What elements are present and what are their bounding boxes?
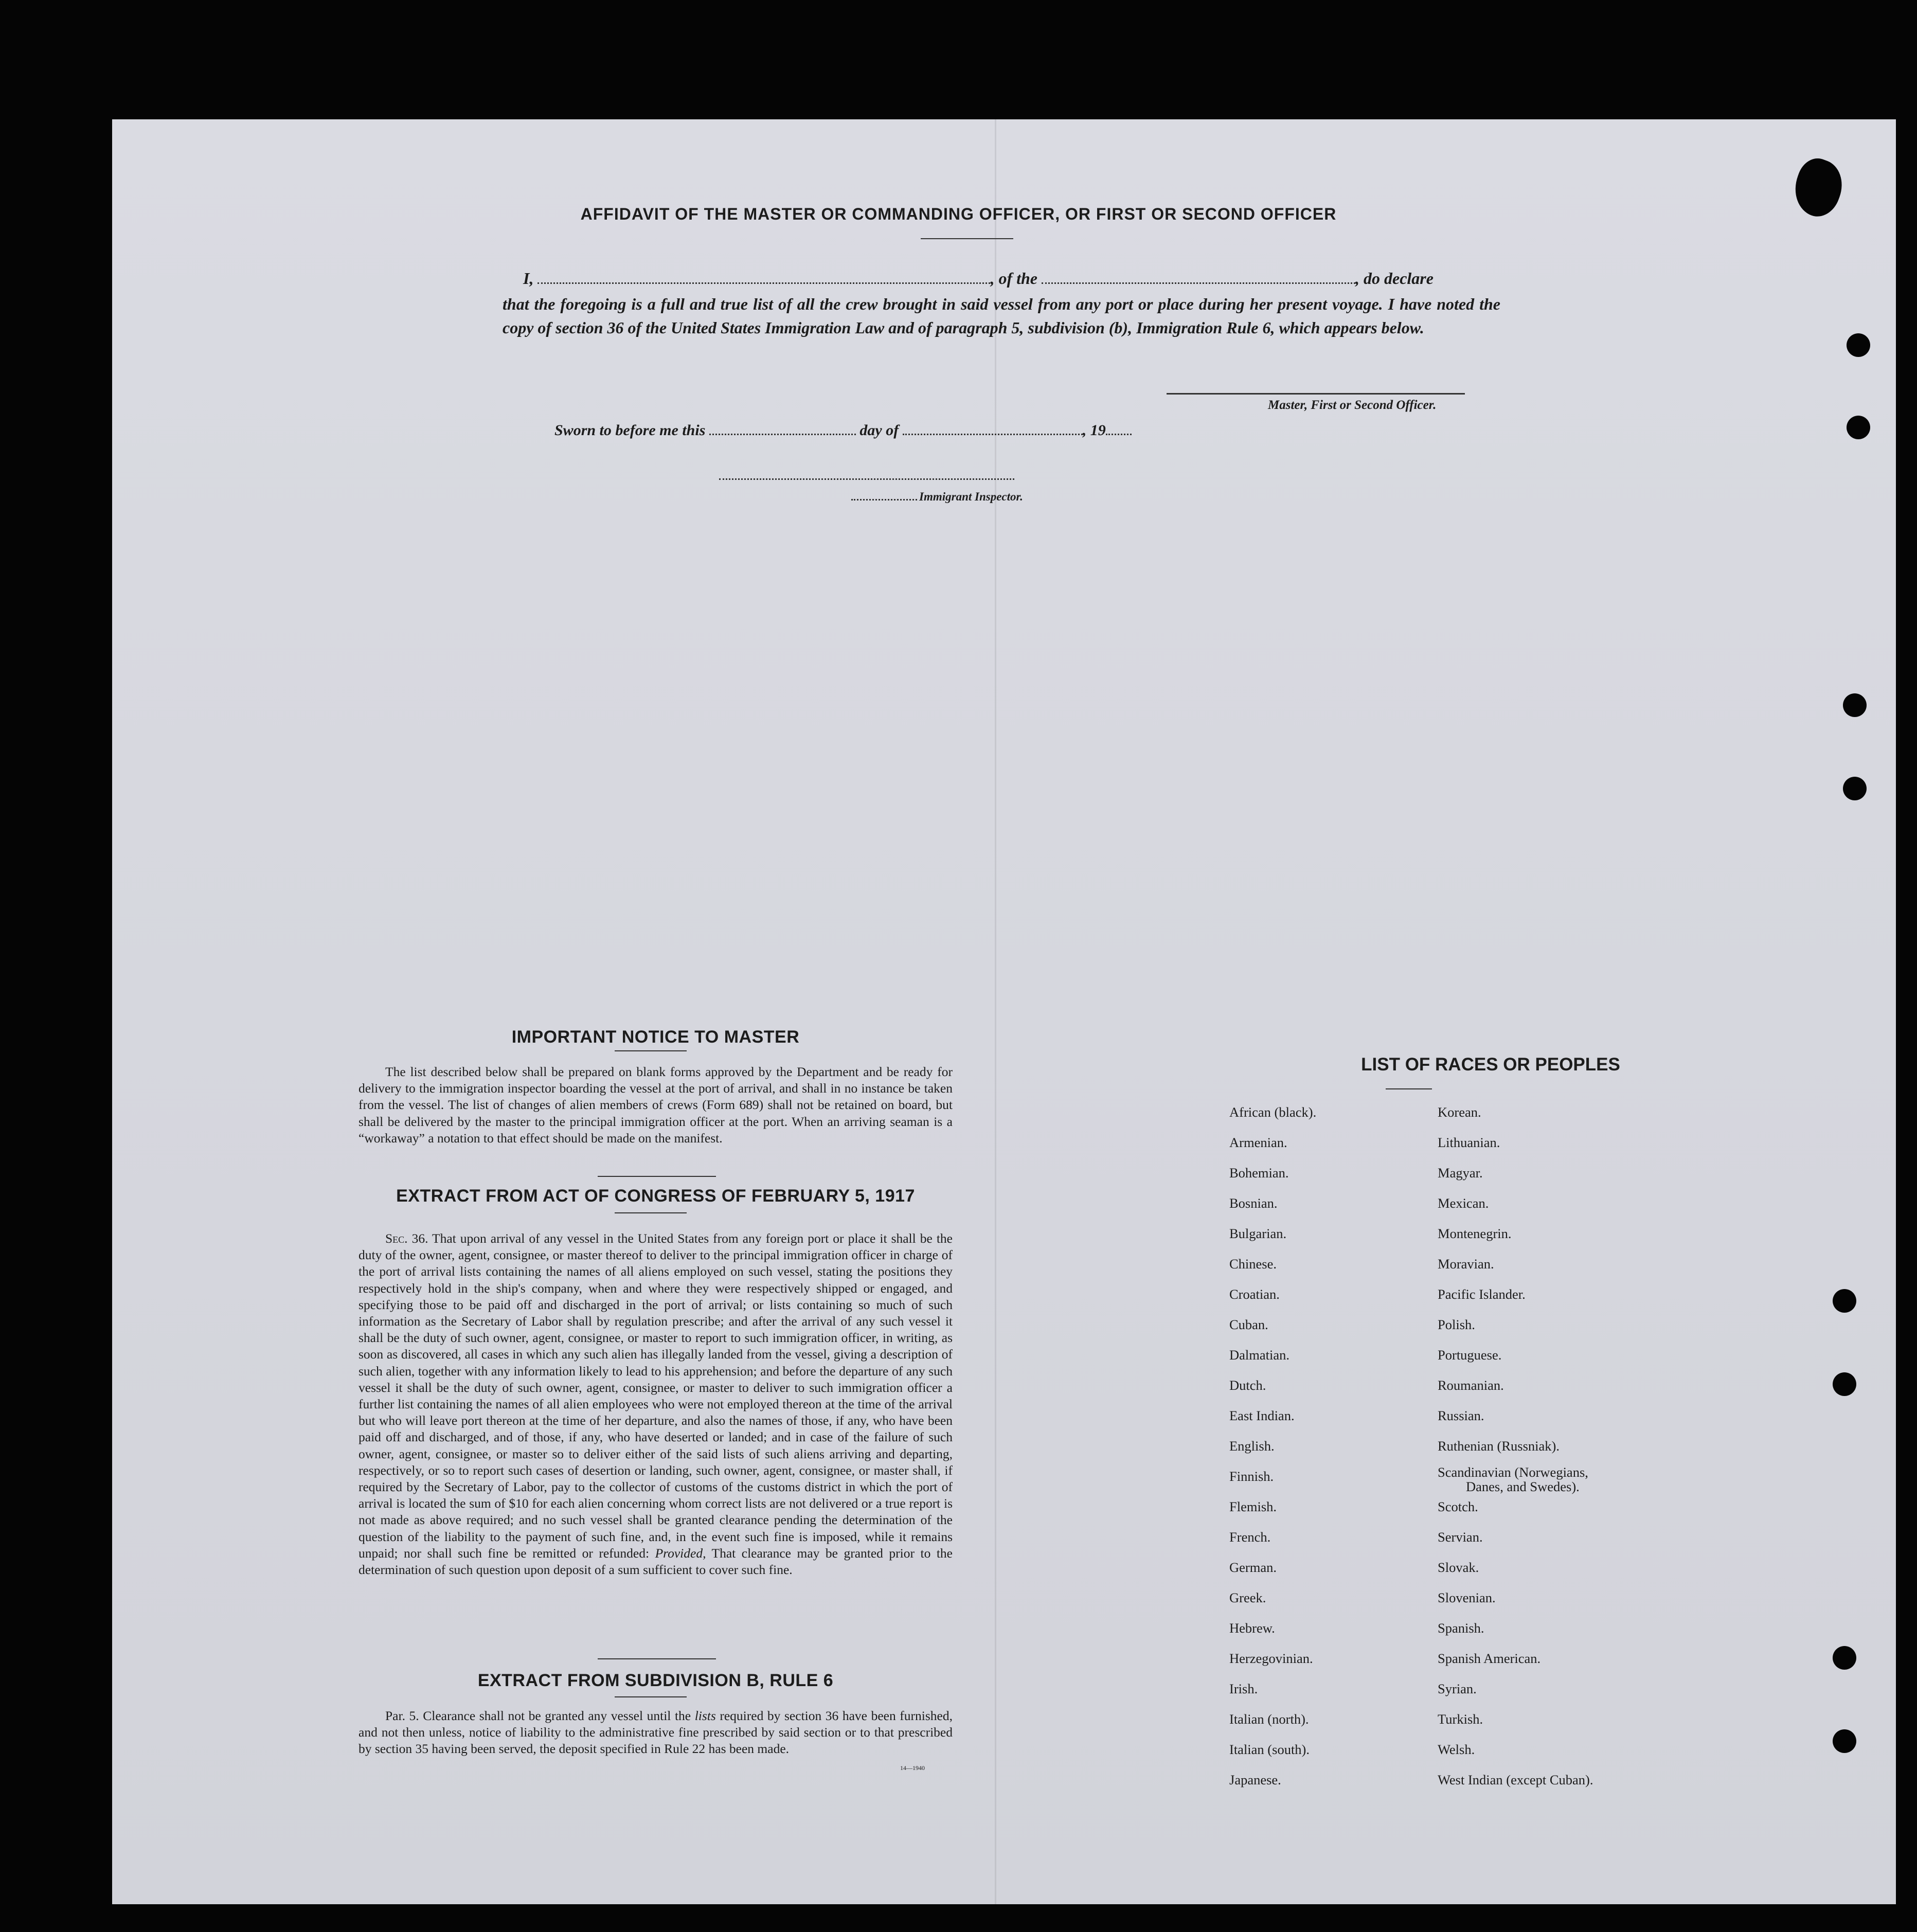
sworn-prefix: Sworn to before me this — [554, 422, 706, 439]
rule-text — [359, 1708, 953, 1758]
race-item: Croatian. — [1229, 1286, 1280, 1302]
race-item: Lithuanian. — [1438, 1135, 1500, 1150]
race-item: Hebrew. — [1229, 1620, 1275, 1636]
act-title-rule — [615, 1212, 687, 1213]
race-item: Finnish. — [1229, 1469, 1274, 1484]
rule-lists: lists — [694, 1708, 716, 1723]
title-rule — [921, 238, 1013, 239]
rule-text-a: Par. 5. Clearance shall not be granted any vessel until the — [385, 1708, 691, 1723]
act-rule — [598, 1658, 716, 1659]
race-item: Moravian. — [1438, 1256, 1494, 1272]
race-item: Portuguese. — [1438, 1347, 1502, 1363]
act-provided: Provided, — [655, 1545, 706, 1561]
act-body-end: That clearance may be granted prior to the determination of such question upon deposit of a sum sufficient to cover such fine. — [359, 1545, 953, 1578]
act-text — [359, 1230, 953, 1578]
punch-hole — [1843, 693, 1867, 717]
sworn-day-of: day of — [859, 422, 899, 439]
race-item: Mexican. — [1438, 1195, 1489, 1211]
races-title-rule — [1386, 1088, 1432, 1089]
act-sec-label: Sec. 36. — [385, 1231, 428, 1246]
sworn-year-field[interactable] — [1106, 434, 1132, 435]
affidavit-statement: that the foregoing is a full and true list of all the crew brought in said vessel from any port or place during her present voyage. I have noted the copy of section 36 of the United States Immigration Law and of paragraph 5, subdivision (b), Immigration Rule 6, which appears below. — [503, 295, 1500, 337]
vessel-name-field[interactable] — [1042, 282, 1355, 284]
race-item: English. — [1229, 1438, 1275, 1454]
document-sheet — [112, 119, 1896, 1904]
inspector-label: Immigrant Inspector. — [919, 490, 1023, 503]
rule-title-rule — [615, 1696, 687, 1697]
race-item: Ruthenian (Russniak). — [1438, 1438, 1560, 1454]
race-item: Montenegrin. — [1438, 1226, 1512, 1241]
act-title: EXTRACT FROM ACT OF CONGRESS OF FEBRUARY 5, 1917 — [396, 1186, 915, 1206]
race-item: Bohemian. — [1229, 1165, 1289, 1180]
rule-title: EXTRACT FROM SUBDIVISION B, RULE 6 — [477, 1671, 834, 1690]
fold-line — [995, 119, 996, 1904]
inspector-signature-line[interactable] — [719, 478, 1014, 481]
punch-hole — [1843, 777, 1867, 800]
race-item: Cuban. — [1229, 1317, 1268, 1332]
punch-hole — [1847, 416, 1870, 439]
race-item: Dutch. — [1229, 1378, 1266, 1393]
race-item: Japanese. — [1229, 1772, 1281, 1787]
race-item: Syrian. — [1438, 1681, 1477, 1696]
of-the-label: , of the — [990, 269, 1037, 288]
signature-label: Master, First or Second Officer. — [1268, 398, 1437, 412]
sworn-day-field[interactable] — [709, 434, 856, 435]
race-item: Italian (south). — [1229, 1742, 1310, 1757]
race-item: Greek. — [1229, 1590, 1266, 1605]
declarant-name-field[interactable] — [538, 282, 990, 284]
race-item: Turkish. — [1438, 1711, 1483, 1727]
affidavit-declaration-line — [503, 266, 1500, 290]
inspector-label-row — [851, 490, 1023, 504]
punch-hole — [1833, 1372, 1856, 1396]
declarant-label: I, — [523, 269, 534, 288]
race-item: Korean. — [1438, 1104, 1481, 1120]
race-item: French. — [1229, 1529, 1271, 1545]
affidavit-title: AFFIDAVIT OF THE MASTER OR COMMANDING OFFICER, OR FIRST OR SECOND OFFICER — [580, 205, 1337, 223]
races-title: LIST OF RACES OR PEOPLES — [1361, 1054, 1620, 1075]
race-item: Spanish American. — [1438, 1651, 1541, 1666]
race-item: Slovenian. — [1438, 1590, 1496, 1605]
race-item: Russian. — [1438, 1408, 1484, 1423]
act-body: That upon arrival of any vessel in the United States from any foreign port or place it shall be the duty of the owner, agent, consignee, or master thereof to deliver to the principal immigration officer in charge of the port of arrival lists containing the names of all aliens employed on such vessel, stating the positions they respectively hold in the ship's company, when and where they were respectively shipped or engaged, and specifying those to be paid off and discharged in the port of arrival; or lists containing so much of such information as the Secretary of Labor shall by regulation prescribe; and after the arrival of any such vessel it shall be the duty of such owner, agent, consignee, or master to report to such immigration officer, in writing, as soon as discovered, all cases in which any such alien has illegally landed from the vessel, giving a description of such alien, together with any information likely to lead to his apprehension; and before the departure of any such vessel it shall be the duty of such owner, agent, consignee, or master to deliver to such immigration officer a further list containing the names of all alien employees who were not employed thereon at the time of the arrival but who will leave port thereon at the time of her departure, and also the names of those, if any, who have been paid off and discharged, and of those, if any, who have deserted or landed; and in case of the failure of such owner, agent, consignee, or master so to deliver either of the said lists of such aliens arriving and departing, respectively, or so to report such cases of desertion or landing, such owner, agent, consignee, or master shall, if required by the Secretary of Labor, pay to the collector of customs of the customs district in which the port of arrival is located the sum of $10 for each alien concerning whom correct lists are not delivered or a true report is not made as above required; and no such vessel shall be granted clearance pending the determination of the question of the liability to the payment of such fine, and, in the event such fine is imposed, while it remains unpaid; nor shall such fine be remitted or refunded: — [359, 1231, 953, 1561]
declare-label: , do declare — [1355, 269, 1434, 288]
race-item-continued: Danes, and Swedes). — [1466, 1479, 1580, 1494]
race-item: Polish. — [1438, 1317, 1475, 1332]
sworn-year-prefix: , 19 — [1082, 422, 1106, 439]
sworn-line — [554, 422, 1132, 439]
notice-title: IMPORTANT NOTICE TO MASTER — [511, 1027, 800, 1047]
notice-rule — [598, 1176, 716, 1177]
race-item: Dalmatian. — [1229, 1347, 1289, 1363]
notice-text: The list described below shall be prepared on blank forms approved by the Department and be ready for delivery to the immigration inspector boarding the vessel at the port of arrival, and shall in no instance be taken from the vessel. The list of changes of alien members of crews (Form 689) shall not be retained on board, but shall be delivered by the master to the principal immigration officer at the port. When an arriving seaman is a “workaway” a notation to that effect should be made on the manifest. — [359, 1064, 953, 1146]
race-item: Slovak. — [1438, 1560, 1479, 1575]
race-item: African (black). — [1229, 1104, 1317, 1120]
race-item: Bulgarian. — [1229, 1226, 1287, 1241]
notice-title-rule — [615, 1050, 687, 1051]
race-item: West Indian (except Cuban). — [1438, 1772, 1593, 1787]
race-item: Scotch. — [1438, 1499, 1478, 1514]
race-item: Scandinavian (Norwegians, — [1438, 1464, 1588, 1480]
race-item: Irish. — [1229, 1681, 1258, 1696]
race-item: Flemish. — [1229, 1499, 1277, 1514]
race-item: Magyar. — [1438, 1165, 1483, 1180]
punch-hole — [1833, 1646, 1856, 1670]
race-item: Spanish. — [1438, 1620, 1484, 1636]
race-item: Welsh. — [1438, 1742, 1475, 1757]
race-item: Roumanian. — [1438, 1378, 1504, 1393]
race-item: German. — [1229, 1560, 1277, 1575]
form-number: 14—1940 — [900, 1764, 925, 1772]
race-item: East Indian. — [1229, 1408, 1295, 1423]
inspector-dots — [851, 499, 917, 500]
sworn-month-field[interactable] — [903, 434, 1083, 435]
punch-hole — [1833, 1289, 1856, 1313]
race-item: Chinese. — [1229, 1256, 1277, 1272]
race-item: Pacific Islander. — [1438, 1286, 1526, 1302]
race-item: Italian (north). — [1229, 1711, 1309, 1727]
race-item: Herzegovinian. — [1229, 1651, 1313, 1666]
race-item: Armenian. — [1229, 1135, 1287, 1150]
race-item: Servian. — [1438, 1529, 1483, 1545]
signature-line[interactable] — [1167, 393, 1465, 395]
rule-text-b: required by section 36 have been furnished, and not then unless, notice of liability to the administrative fine prescribed by said section or to that prescribed by section 35 having been served, the deposit specified in Rule 22 has been made. — [359, 1708, 953, 1757]
punch-hole — [1847, 333, 1870, 357]
punch-hole — [1833, 1729, 1856, 1753]
race-item: Bosnian. — [1229, 1195, 1278, 1211]
